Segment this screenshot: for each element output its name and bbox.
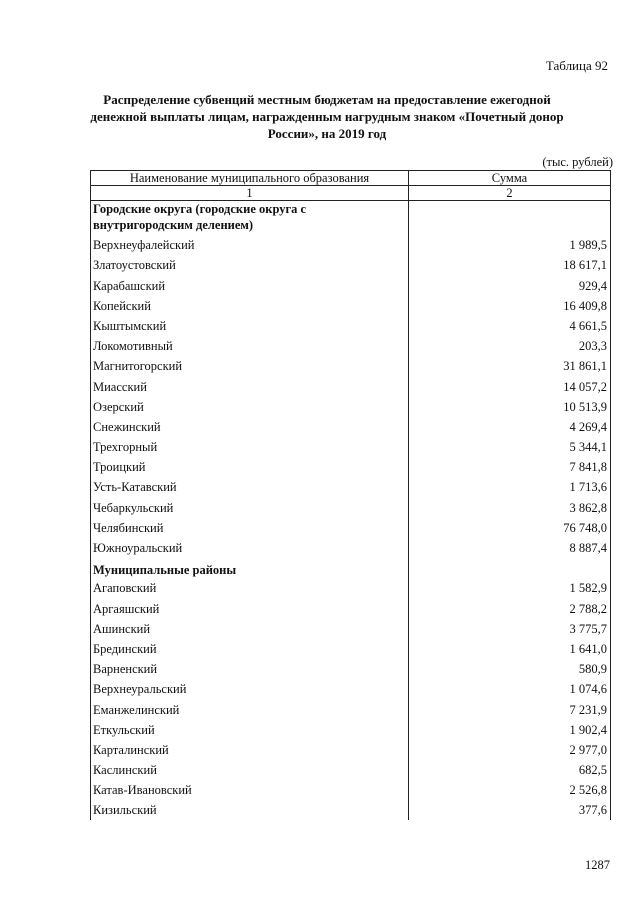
municipality-name: Южноуральский <box>91 538 409 558</box>
subvention-amount: 580,9 <box>409 659 611 679</box>
subvention-amount: 7 231,9 <box>409 699 611 719</box>
subvention-amount: 929,4 <box>409 275 611 295</box>
table-row <box>91 578 611 598</box>
section-title: Муниципальные районы <box>91 558 409 578</box>
table-row <box>91 255 611 275</box>
table-row <box>91 800 611 820</box>
table-row <box>91 598 611 618</box>
table-header-row <box>91 171 611 186</box>
municipality-name: Верхнеуфалейский <box>91 235 409 255</box>
table-row <box>91 397 611 417</box>
subvention-amount: 7 841,8 <box>409 457 611 477</box>
table-row <box>91 437 611 457</box>
municipality-name: Аргаяшский <box>91 598 409 618</box>
table-row <box>91 679 611 699</box>
municipality-name: Чебаркульский <box>91 497 409 517</box>
units-label: (тыс. рублей) <box>542 155 613 169</box>
municipality-name: Озерский <box>91 397 409 417</box>
municipality-name: Снежинский <box>91 417 409 437</box>
page-number: 1287 <box>585 858 610 872</box>
subvention-amount: 2 788,2 <box>409 598 611 618</box>
subvention-amount: 2 977,0 <box>409 740 611 760</box>
table-row <box>91 296 611 316</box>
table-row <box>91 235 611 255</box>
table-row <box>91 740 611 760</box>
subvention-amount: 14 057,2 <box>409 376 611 396</box>
table-row <box>91 417 611 437</box>
municipality-name: Катав-Ивановский <box>91 780 409 800</box>
table-row <box>91 538 611 558</box>
municipality-name: Магнитогорский <box>91 356 409 376</box>
subvention-amount: 1 074,6 <box>409 679 611 699</box>
subvention-amount: 2 526,8 <box>409 780 611 800</box>
table-body <box>91 201 611 821</box>
table-row <box>91 497 611 517</box>
subvention-amount: 16 409,8 <box>409 296 611 316</box>
municipality-name: Кизильский <box>91 800 409 820</box>
table-label: Таблица 92 <box>545 58 608 73</box>
table-row <box>91 780 611 800</box>
municipality-name: Троицкий <box>91 457 409 477</box>
subvention-amount: 203,3 <box>409 336 611 356</box>
subvention-amount: 682,5 <box>409 760 611 780</box>
subvention-amount: 1 582,9 <box>409 578 611 598</box>
section-title: Городские округа (городские округа с внутригородским делением) <box>91 201 409 236</box>
subvention-table <box>90 170 611 820</box>
document-title: Распределение субвенций местным бюджетам на предоставление ежегодной денежной выплаты лицам, награжденным нагрудным знаком «Почетный донор России», на 2019 год <box>90 92 564 141</box>
municipality-name: Еткульский <box>91 720 409 740</box>
subvention-amount: 18 617,1 <box>409 255 611 275</box>
subvention-amount: 1 902,4 <box>409 720 611 740</box>
table-row <box>91 720 611 740</box>
subvention-amount: 4 661,5 <box>409 316 611 336</box>
subvention-amount: 10 513,9 <box>409 397 611 417</box>
table-row <box>91 275 611 295</box>
municipality-name: Челябинский <box>91 518 409 538</box>
table-row <box>91 356 611 376</box>
subvention-amount: 76 748,0 <box>409 518 611 538</box>
column-number-row <box>91 186 611 201</box>
subvention-amount: 1 713,6 <box>409 477 611 497</box>
column-header-name: Наименование муниципального образования <box>91 171 409 186</box>
municipality-name: Брединский <box>91 639 409 659</box>
section-row <box>91 558 611 578</box>
municipality-name: Миасский <box>91 376 409 396</box>
table-row <box>91 457 611 477</box>
municipality-name: Каслинский <box>91 760 409 780</box>
subvention-amount: 4 269,4 <box>409 417 611 437</box>
column-number-1: 1 <box>91 186 409 201</box>
municipality-name: Златоустовский <box>91 255 409 275</box>
municipality-name: Копейский <box>91 296 409 316</box>
municipality-name: Еманжелинский <box>91 699 409 719</box>
municipality-name: Карталинский <box>91 740 409 760</box>
table-row <box>91 619 611 639</box>
subvention-amount: 31 861,1 <box>409 356 611 376</box>
table-row <box>91 316 611 336</box>
municipality-name: Кыштымский <box>91 316 409 336</box>
table-row <box>91 699 611 719</box>
table-row <box>91 376 611 396</box>
municipality-name: Трехгорный <box>91 437 409 457</box>
table-row <box>91 336 611 356</box>
subvention-amount: 5 344,1 <box>409 437 611 457</box>
table-row <box>91 477 611 497</box>
municipality-name: Агаповский <box>91 578 409 598</box>
municipality-name: Усть-Катавский <box>91 477 409 497</box>
table-row <box>91 659 611 679</box>
municipality-name: Карабашский <box>91 275 409 295</box>
section-amount-empty <box>409 201 611 236</box>
subvention-amount: 3 862,8 <box>409 497 611 517</box>
municipality-name: Верхнеуральский <box>91 679 409 699</box>
table-row <box>91 760 611 780</box>
column-number-2: 2 <box>409 186 611 201</box>
subvention-amount: 8 887,4 <box>409 538 611 558</box>
table-row <box>91 639 611 659</box>
municipality-name: Ашинский <box>91 619 409 639</box>
subvention-amount: 377,6 <box>409 800 611 820</box>
subvention-amount: 3 775,7 <box>409 619 611 639</box>
subvention-amount: 1 989,5 <box>409 235 611 255</box>
municipality-name: Локомотивный <box>91 336 409 356</box>
municipality-name: Варненский <box>91 659 409 679</box>
section-amount-empty <box>409 558 611 578</box>
section-row <box>91 201 611 236</box>
subvention-amount: 1 641,0 <box>409 639 611 659</box>
column-header-amount: Сумма <box>409 171 611 186</box>
table-row <box>91 518 611 538</box>
